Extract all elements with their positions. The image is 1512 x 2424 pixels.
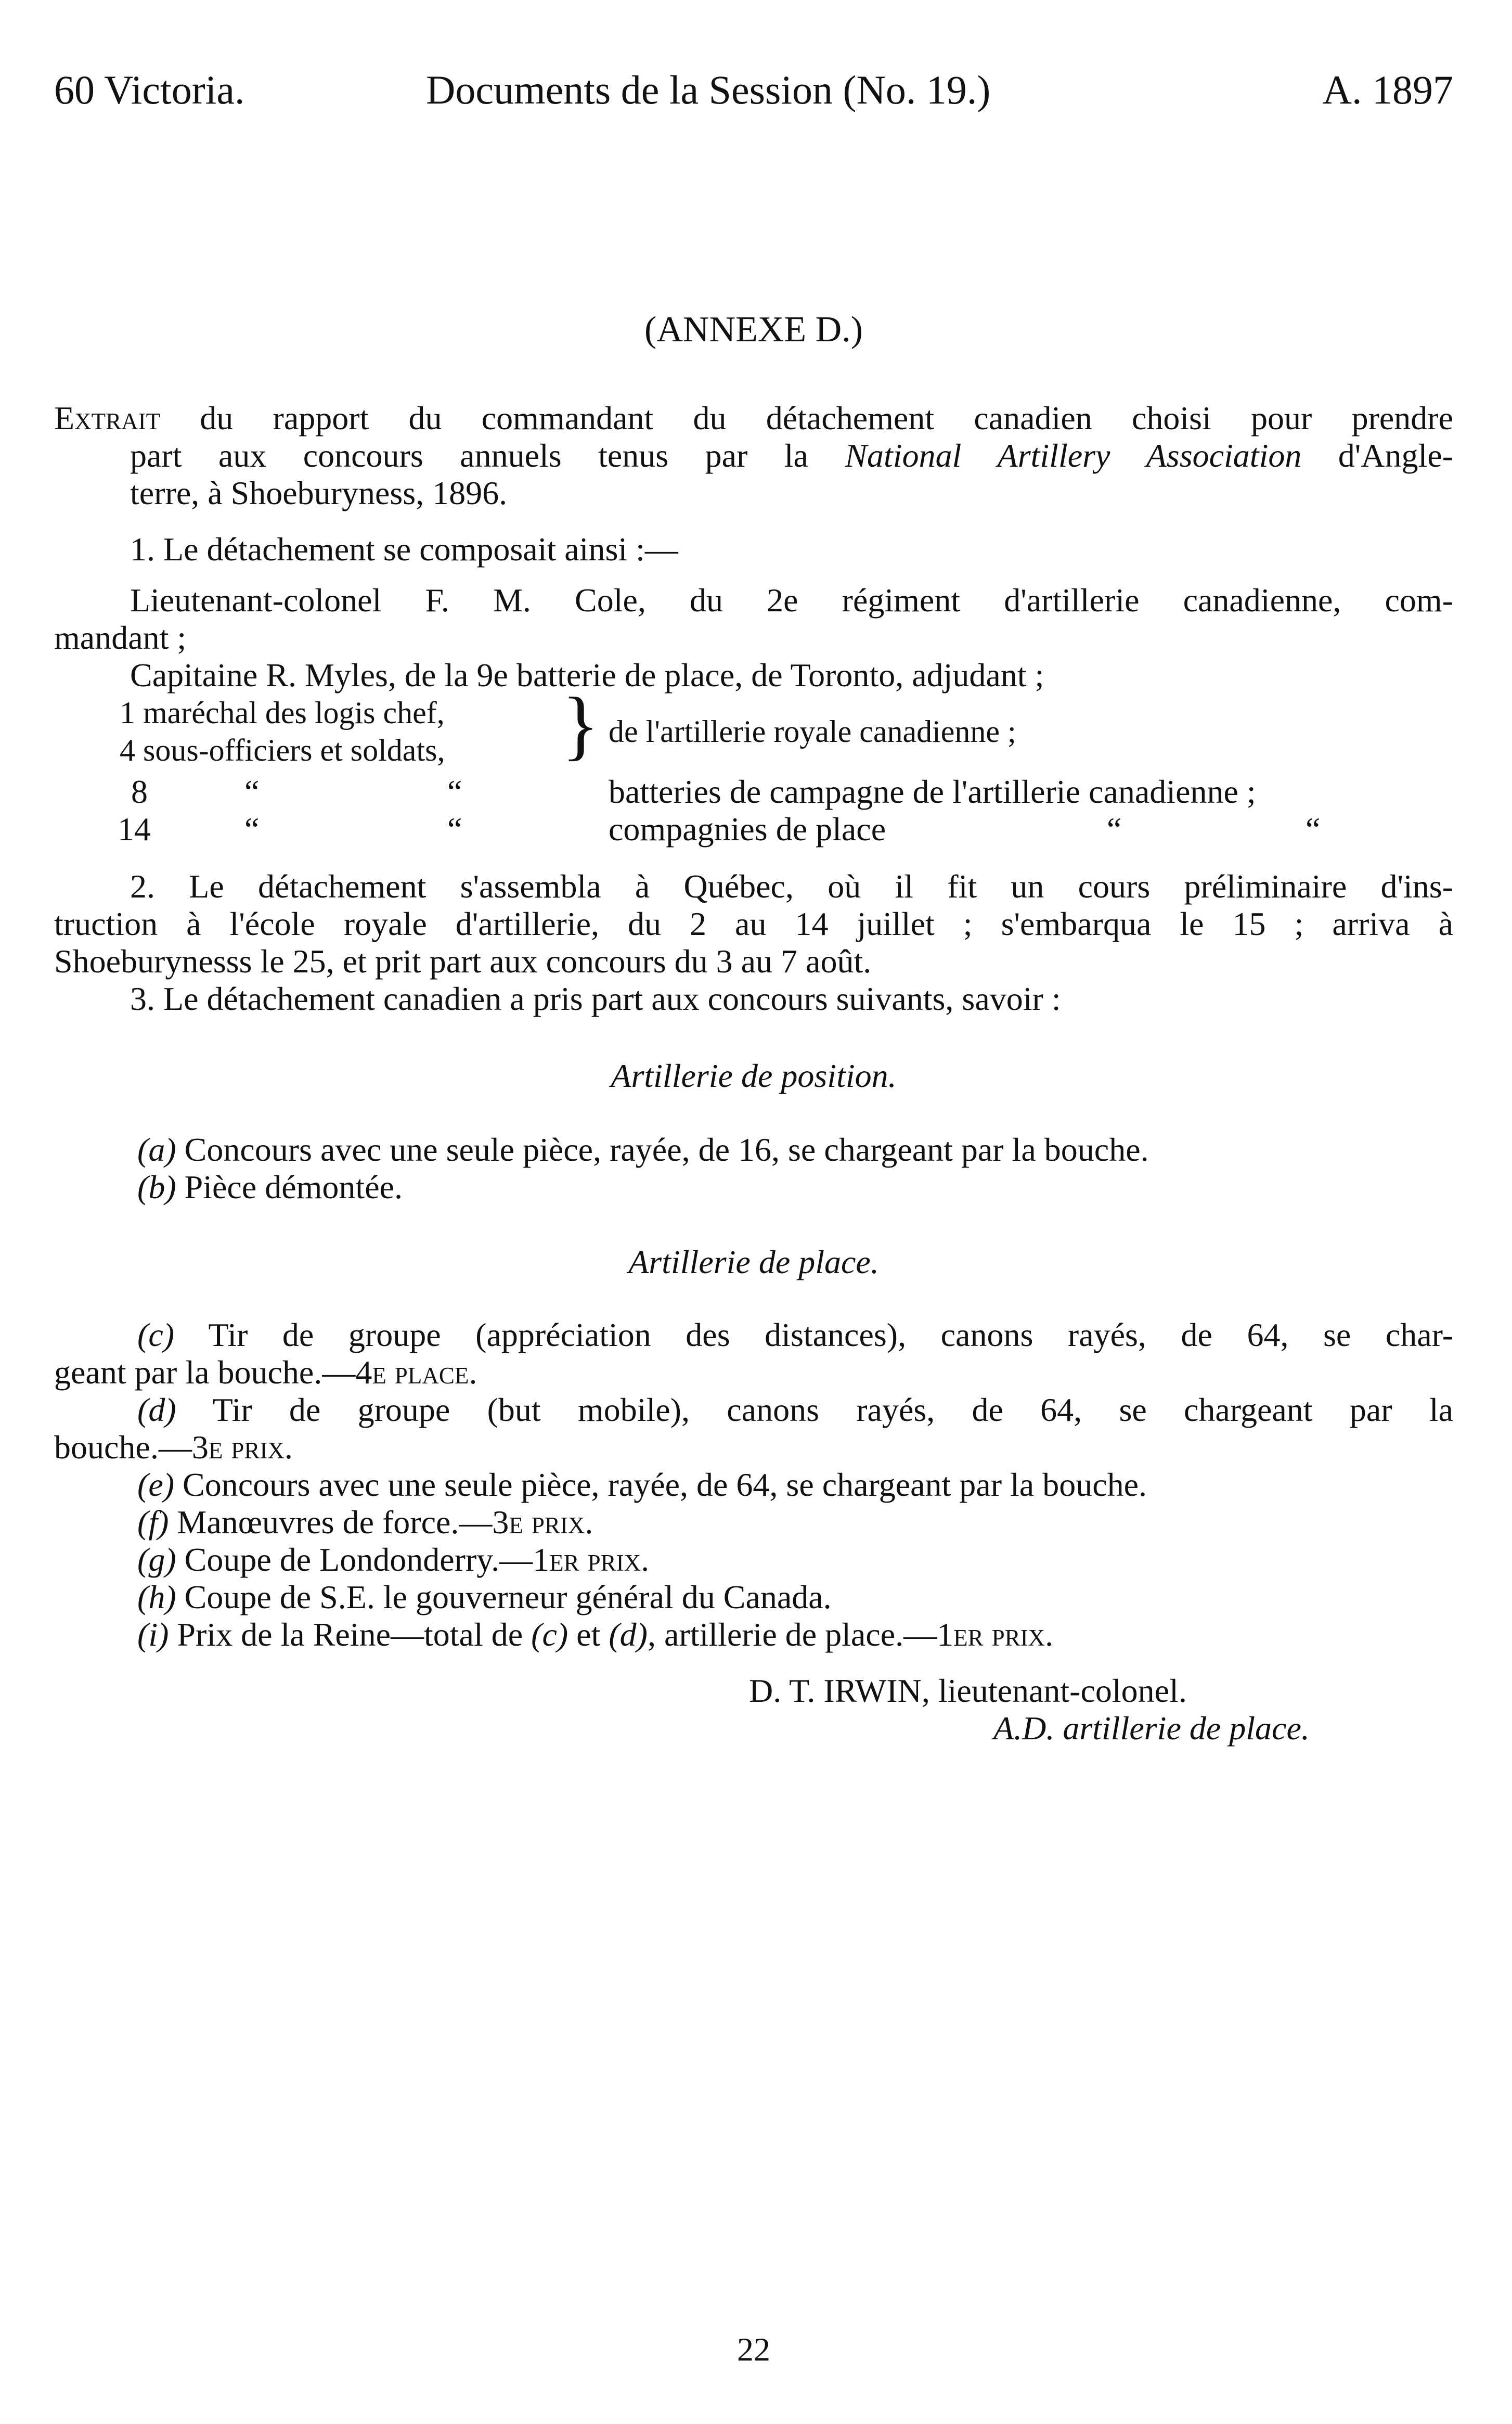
item-label: (e) [137, 1466, 175, 1503]
intro-line-3: terre, à Shoeburyness, 1896. [130, 474, 508, 511]
item-a [137, 1131, 1149, 1169]
ditto-mark: “ [1107, 811, 1122, 848]
signature-name: D. T. IRWIN, lieutenant-colonel. [749, 1672, 1187, 1709]
running-header [54, 61, 1453, 119]
item-c-line-2 [54, 1354, 477, 1391]
ditto-mark: “ [447, 773, 462, 810]
award-text: 1er prix. [533, 1541, 650, 1578]
para1-line-4: Capitaine R. Myles, de la 9e batterie de place, de Toronto, adjudant ; [130, 657, 1044, 694]
item-ref: (d) [609, 1616, 648, 1653]
intro-line-1 [54, 400, 1453, 437]
item-d-line-2 [54, 1429, 293, 1466]
ditto-mark: “ [447, 811, 462, 848]
annex-title: (ANNEXE D.) [644, 310, 863, 350]
ditto-mark: “ [244, 773, 260, 810]
item-label: (g) [137, 1541, 176, 1578]
intro-lead: Extrait [54, 400, 161, 437]
item-text: Tir de groupe (but mobile), canons rayés, de 64, se chargeant par la [212, 1391, 1454, 1428]
item-h [137, 1579, 832, 1616]
item-c-line-1 [137, 1316, 1453, 1354]
header-year: A. 1897 [1322, 67, 1453, 112]
intro-line-1-text: du rapport du commandant du détachement canadien choisi pour prendre [200, 400, 1454, 437]
item-text: , artillerie de place.— [647, 1616, 937, 1653]
item-text: geant par la bouche.— [54, 1354, 356, 1391]
item-text: bouche.— [54, 1429, 192, 1466]
header-volume: 60 Victoria. [54, 67, 245, 112]
roster-row-4-right: compagnies de place [609, 811, 886, 848]
award-text: 3e prix. [191, 1429, 293, 1466]
brace-symbol: } [562, 682, 599, 768]
roster-row-4-count: 14 [118, 811, 151, 848]
item-text: Manœuvres de force.— [177, 1504, 493, 1541]
award-text: 4e place. [355, 1354, 477, 1391]
roster-row-3-right: batteries de campagne de l'artillerie canadienne ; [609, 773, 1256, 810]
para2-line-3: Shoeburynesss le 25, et prit part aux concours du 3 au 7 août. [54, 943, 872, 980]
intro-association: National Artillery Association [845, 437, 1302, 474]
item-e [137, 1466, 1147, 1504]
item-text: Concours avec une seule pièce, rayée, de 64, se chargeant par la bouche. [183, 1466, 1147, 1503]
header-title: Documents de la Session (No. 19.) [426, 67, 991, 112]
item-text: et [576, 1616, 601, 1653]
roster-row-12-right: de l'artillerie royale canadienne ; [609, 714, 1016, 749]
award-text: 1er prix. [937, 1616, 1054, 1653]
page-number: 22 [737, 2331, 770, 2368]
roster-row-2-left: 4 sous-officiers et soldats, [120, 733, 445, 767]
para2-line-1: 2. Le détachement s'assembla à Québec, où il fit un cours préliminaire d'ins- [130, 868, 1453, 905]
item-text: Pièce démontée. [184, 1169, 403, 1205]
item-f [137, 1504, 593, 1541]
item-g [137, 1541, 649, 1579]
item-ref: (c) [531, 1616, 568, 1653]
item-label: (a) [137, 1131, 176, 1168]
para1-line-2: Lieutenant-colonel F. M. Cole, du 2e régiment d'artillerie canadienne, com- [130, 582, 1453, 619]
item-label: (c) [137, 1316, 175, 1353]
item-label: (h) [137, 1579, 176, 1615]
intro-line-2 [130, 437, 1453, 474]
item-text: Tir de groupe (appréciation des distances), canons rayés, de 64, se char- [208, 1316, 1454, 1353]
intro-line-2c: d'Angle- [1338, 437, 1454, 474]
item-text: Prix de la Reine—total de [177, 1616, 523, 1653]
section-heading-place: Artillerie de place. [628, 1243, 879, 1280]
para3-line-1: 3. Le détachement canadien a pris part aux concours suivants, savoir : [130, 980, 1061, 1017]
award-text: 3e prix. [492, 1504, 593, 1541]
roster-row-1-left: 1 maréchal des logis chef, [120, 696, 445, 730]
item-label: (b) [137, 1169, 176, 1205]
ditto-mark: “ [1306, 811, 1321, 848]
item-label: (d) [137, 1391, 176, 1428]
roster-row-3-count: 8 [131, 773, 148, 810]
ditto-mark: “ [244, 811, 260, 848]
item-d-line-1 [137, 1391, 1453, 1429]
para1-line-1: 1. Le détachement se composait ainsi :— [130, 531, 678, 568]
para2-line-2: truction à l'école royale d'artillerie, du 2 au 14 juillet ; s'embarqua le 15 ; arriva à [54, 905, 1453, 942]
item-label: (f) [137, 1504, 169, 1541]
item-text: Coupe de Londonderry.— [184, 1541, 533, 1578]
item-b [137, 1169, 403, 1206]
section-heading-position: Artillerie de position. [611, 1057, 897, 1094]
item-text: Coupe de S.E. le gouverneur général du Canada. [184, 1579, 832, 1615]
item-label: (i) [137, 1616, 169, 1653]
signature-title: A.D. artillerie de place. [993, 1710, 1310, 1747]
para1-line-3: mandant ; [54, 619, 187, 656]
intro-line-2a: part aux concours annuels tenus par la [130, 437, 808, 474]
item-text: Concours avec une seule pièce, rayée, de 16, se chargeant par la bouche. [184, 1131, 1149, 1168]
item-i [137, 1616, 1053, 1653]
